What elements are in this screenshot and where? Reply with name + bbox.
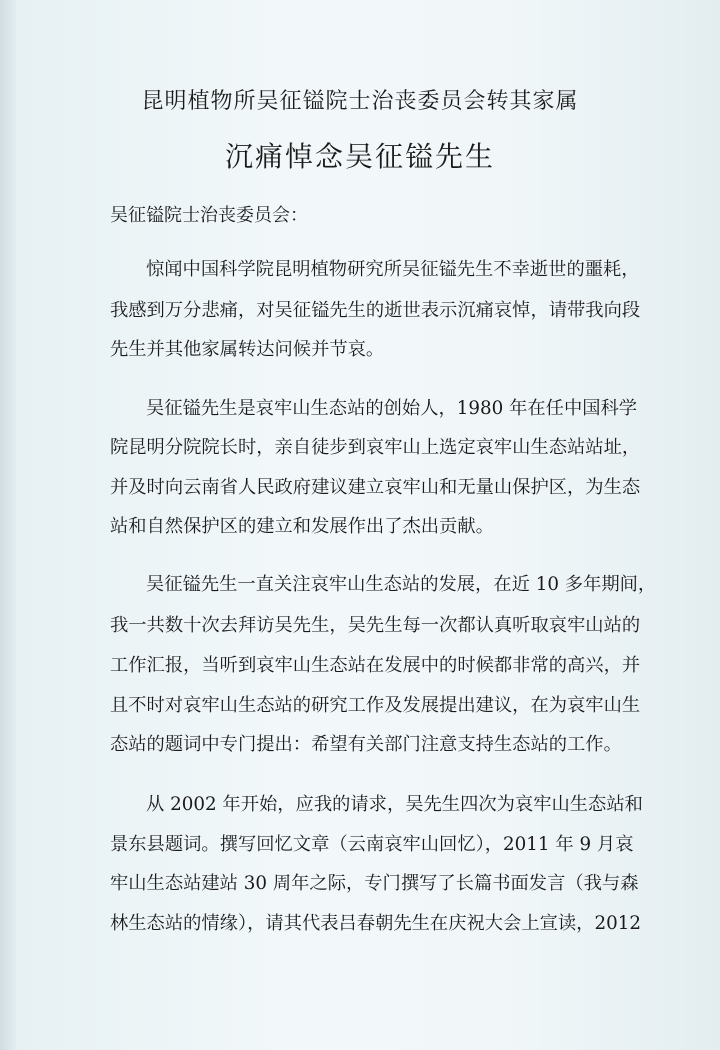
paragraph-1-line-3: 先生并其他家属转达问候并节哀。 [110, 339, 385, 360]
paragraph-2-line-4: 站和自然保护区的建立和发展作出了杰出贡献。 [110, 516, 494, 537]
paragraph-3-line-5: 态站的题词中专门提出：希望有关部门注意支持生态站的工作。 [110, 734, 622, 755]
paragraph-1-line-1: 惊闻中国科学院昆明植物研究所吴征镒先生不幸逝世的噩耗， [146, 259, 640, 280]
paragraph-3-line-2: 我一共数十次去拜访吴先生，吴先生每一次都认真听取哀牢山站的 [110, 615, 641, 636]
salutation: 吴征镒院士治丧委员会： [110, 205, 308, 226]
paragraph-2-line-2: 院昆明分院院长时，亲自徒步到哀牢山上选定哀牢山生态站站址， [110, 437, 641, 458]
paragraph-3-line-4: 且不时对哀牢山生态站的研究工作及发展提出建议，在为哀牢山生 [110, 695, 641, 716]
paragraph-3-line-1: 吴征镒先生一直关注哀牢山生态站的发展，在近 10 多年期间， [146, 574, 657, 595]
heading-recipient: 昆明植物所吴征镒院士治丧委员会转其家属 [141, 89, 579, 114]
paragraph-4-line-2: 景东县题词。撰写回忆文章（云南哀牢山回忆），2011 年 9 月哀 [110, 834, 634, 855]
paragraph-2-line-3: 并及时向云南省人民政府建议建立哀牢山和无量山保护区，为生态 [110, 477, 641, 498]
paragraph-3-line-3: 工作汇报，当听到哀牢山生态站在发展中的时候都非常的高兴，并 [110, 655, 641, 676]
paragraph-4-line-4: 林生态站的情缘），请其代表吕春朝先生在庆祝大会上宣读，2012 [110, 913, 641, 934]
paragraph-4-line-1: 从 2002 年开始，应我的请求，吴先生四次为哀牢山生态站和 [146, 794, 643, 815]
document-title: 沉痛悼念吴征镒先生 [224, 140, 495, 173]
paragraph-4-line-3: 牢山生态站建站 30 周年之际，专门撰写了长篇书面发言（我与森 [110, 873, 639, 894]
paragraph-2-line-1: 吴征镒先生是哀牢山生态站的创始人，1980 年在任中国科学 [146, 398, 638, 419]
paragraph-1-line-2: 我感到万分悲痛，对吴征镒先生的逝世表示沉痛哀悼，请带我向段 [110, 300, 641, 321]
